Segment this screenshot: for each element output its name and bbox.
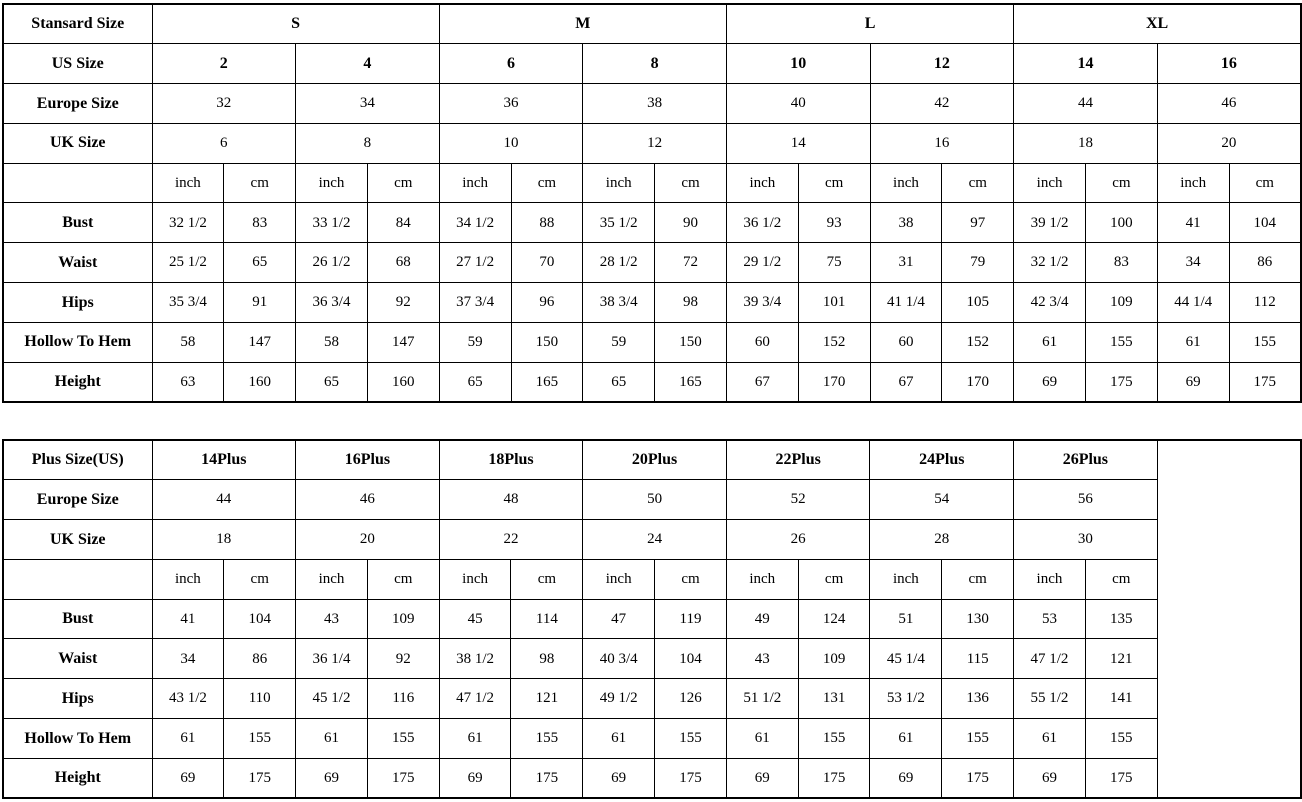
value-cell: 61 — [1014, 719, 1086, 759]
unit-inch-cell: inch — [726, 163, 798, 203]
value-cell: 110 — [224, 679, 296, 719]
europe-size-cell: 54 — [870, 480, 1014, 520]
value-cell: 104 — [655, 639, 727, 679]
value-cell: 92 — [367, 639, 439, 679]
europe-size-cell: 46 — [1157, 84, 1301, 124]
value-cell: 34 1/2 — [439, 203, 511, 243]
value-cell: 109 — [367, 599, 439, 639]
unit-inch-cell: inch — [583, 163, 655, 203]
value-cell: 38 1/2 — [439, 639, 511, 679]
value-cell: 38 — [870, 203, 942, 243]
value-cell: 175 — [1085, 362, 1157, 402]
value-cell: 84 — [367, 203, 439, 243]
value-cell: 119 — [655, 599, 727, 639]
uk-size-row — [3, 520, 1301, 560]
us-size-cell: 2 — [152, 44, 296, 84]
value-cell: 45 1/2 — [296, 679, 368, 719]
europe-size-cell: 44 — [152, 480, 296, 520]
measurement-row — [3, 719, 1301, 759]
value-cell: 43 1/2 — [152, 679, 224, 719]
uk-size-cell: 30 — [1014, 520, 1158, 560]
empty-cell — [3, 559, 152, 599]
value-cell: 43 — [726, 639, 798, 679]
value-cell: 101 — [798, 283, 870, 323]
size-group-row — [3, 4, 1301, 44]
value-cell: 44 1/4 — [1157, 283, 1229, 323]
value-cell: 45 — [439, 599, 511, 639]
unit-cm-cell: cm — [942, 559, 1014, 599]
value-cell: 59 — [583, 322, 655, 362]
value-cell: 86 — [224, 639, 296, 679]
value-cell: 124 — [798, 599, 870, 639]
empty-cell — [3, 163, 152, 203]
value-cell: 170 — [798, 362, 870, 402]
value-cell: 47 1/2 — [439, 679, 511, 719]
unit-inch-cell: inch — [439, 163, 511, 203]
value-cell: 155 — [224, 719, 296, 759]
value-cell: 69 — [296, 758, 368, 798]
value-cell: 150 — [511, 322, 583, 362]
uk-size-cell: 14 — [726, 123, 870, 163]
value-cell: 58 — [296, 322, 368, 362]
value-cell: 34 — [1157, 243, 1229, 283]
unit-inch-cell: inch — [583, 559, 655, 599]
value-cell: 135 — [1085, 599, 1157, 639]
value-cell: 25 1/2 — [152, 243, 224, 283]
value-cell: 105 — [942, 283, 1014, 323]
row-label-cell: Bust — [3, 203, 152, 243]
value-cell: 69 — [439, 758, 511, 798]
value-cell: 86 — [1229, 243, 1301, 283]
value-cell: 155 — [1085, 719, 1157, 759]
measurement-row — [3, 283, 1301, 323]
value-cell: 61 — [1014, 322, 1086, 362]
europe-size-cell: 50 — [583, 480, 727, 520]
value-cell: 155 — [1229, 322, 1301, 362]
value-cell: 88 — [511, 203, 583, 243]
measurement-row — [3, 599, 1301, 639]
europe-size-cell: 32 — [152, 84, 296, 124]
value-cell: 61 — [439, 719, 511, 759]
value-cell: 175 — [511, 758, 583, 798]
size-group-cell: 14Plus — [152, 440, 296, 480]
value-cell: 67 — [870, 362, 942, 402]
value-cell: 37 3/4 — [439, 283, 511, 323]
row-label-cell: Europe Size — [3, 84, 152, 124]
size-group-row — [3, 440, 1301, 480]
value-cell: 60 — [726, 322, 798, 362]
value-cell: 175 — [655, 758, 727, 798]
value-cell: 41 — [1157, 203, 1229, 243]
unit-cm-cell: cm — [1085, 163, 1157, 203]
value-cell: 175 — [224, 758, 296, 798]
unit-cm-cell: cm — [655, 163, 727, 203]
size-group-cell: XL — [1014, 4, 1301, 44]
value-cell: 45 1/4 — [870, 639, 942, 679]
row-label-cell: Hips — [3, 283, 152, 323]
value-cell: 165 — [655, 362, 727, 402]
uk-size-cell: 28 — [870, 520, 1014, 560]
europe-size-cell: 46 — [296, 480, 440, 520]
value-cell: 116 — [367, 679, 439, 719]
value-cell: 109 — [798, 639, 870, 679]
row-label-cell: Hollow To Hem — [3, 719, 152, 759]
uk-size-cell: 10 — [439, 123, 583, 163]
value-cell: 147 — [367, 322, 439, 362]
uk-size-cell: 18 — [152, 520, 296, 560]
unit-inch-cell: inch — [296, 163, 368, 203]
unit-row — [3, 559, 1301, 599]
value-cell: 98 — [511, 639, 583, 679]
uk-size-cell: 26 — [726, 520, 870, 560]
value-cell: 39 3/4 — [726, 283, 798, 323]
measurement-row — [3, 362, 1301, 402]
row-label-cell: Height — [3, 758, 152, 798]
value-cell: 36 3/4 — [296, 283, 368, 323]
size-group-cell: 16Plus — [296, 440, 440, 480]
value-cell: 32 1/2 — [152, 203, 224, 243]
uk-size-cell: 8 — [296, 123, 440, 163]
value-cell: 51 1/2 — [726, 679, 798, 719]
value-cell: 79 — [942, 243, 1014, 283]
value-cell: 160 — [367, 362, 439, 402]
value-cell: 155 — [655, 719, 727, 759]
value-cell: 49 1/2 — [583, 679, 655, 719]
unit-cm-cell: cm — [655, 559, 727, 599]
value-cell: 27 1/2 — [439, 243, 511, 283]
uk-size-cell: 20 — [1157, 123, 1301, 163]
value-cell: 150 — [655, 322, 727, 362]
uk-size-row — [3, 123, 1301, 163]
unit-inch-cell: inch — [152, 559, 224, 599]
value-cell: 155 — [1085, 322, 1157, 362]
value-cell: 170 — [942, 362, 1014, 402]
value-cell: 147 — [224, 322, 296, 362]
unit-inch-cell: inch — [439, 559, 511, 599]
value-cell: 68 — [367, 243, 439, 283]
row-label-cell: Hollow To Hem — [3, 322, 152, 362]
europe-size-row — [3, 480, 1301, 520]
unit-cm-cell: cm — [942, 163, 1014, 203]
value-cell: 175 — [1085, 758, 1157, 798]
size-group-cell: 22Plus — [726, 440, 870, 480]
us-size-row — [3, 44, 1301, 84]
europe-size-cell: 38 — [583, 84, 727, 124]
value-cell: 104 — [1229, 203, 1301, 243]
value-cell: 32 1/2 — [1014, 243, 1086, 283]
value-cell: 39 1/2 — [1014, 203, 1086, 243]
value-cell: 160 — [224, 362, 296, 402]
value-cell: 69 — [1014, 758, 1086, 798]
corner-label-cell: Stansard Size — [3, 4, 152, 44]
value-cell: 83 — [224, 203, 296, 243]
standard-size-table-body — [3, 4, 1301, 402]
row-label-cell: Waist — [3, 639, 152, 679]
europe-size-cell: 48 — [439, 480, 583, 520]
europe-size-cell: 52 — [726, 480, 870, 520]
uk-size-cell: 18 — [1014, 123, 1158, 163]
us-size-cell: 6 — [439, 44, 583, 84]
value-cell: 61 — [152, 719, 224, 759]
value-cell: 35 1/2 — [583, 203, 655, 243]
value-cell: 175 — [1229, 362, 1301, 402]
value-cell: 65 — [224, 243, 296, 283]
value-cell: 65 — [583, 362, 655, 402]
value-cell: 152 — [798, 322, 870, 362]
europe-size-cell: 44 — [1014, 84, 1158, 124]
uk-size-cell: 24 — [583, 520, 727, 560]
value-cell: 104 — [224, 599, 296, 639]
value-cell: 35 3/4 — [152, 283, 224, 323]
size-group-cell: M — [439, 4, 726, 44]
value-cell: 55 1/2 — [1014, 679, 1086, 719]
value-cell: 34 — [152, 639, 224, 679]
value-cell: 175 — [367, 758, 439, 798]
unit-cm-cell: cm — [367, 163, 439, 203]
unit-inch-cell: inch — [1157, 163, 1229, 203]
corner-label-cell: Plus Size(US) — [3, 440, 152, 480]
value-cell: 47 1/2 — [1014, 639, 1086, 679]
value-cell: 38 3/4 — [583, 283, 655, 323]
value-cell: 33 1/2 — [296, 203, 368, 243]
value-cell: 141 — [1085, 679, 1157, 719]
value-cell: 112 — [1229, 283, 1301, 323]
value-cell: 65 — [296, 362, 368, 402]
value-cell: 43 — [296, 599, 368, 639]
value-cell: 49 — [726, 599, 798, 639]
value-cell: 121 — [1085, 639, 1157, 679]
value-cell: 53 — [1014, 599, 1086, 639]
europe-size-cell: 56 — [1014, 480, 1158, 520]
row-label-cell: Waist — [3, 243, 152, 283]
unit-inch-cell: inch — [1014, 559, 1086, 599]
value-cell: 36 1/4 — [296, 639, 368, 679]
value-cell: 155 — [367, 719, 439, 759]
unit-row — [3, 163, 1301, 203]
value-cell: 75 — [798, 243, 870, 283]
value-cell: 165 — [511, 362, 583, 402]
europe-size-cell: 40 — [726, 84, 870, 124]
size-group-cell: 24Plus — [870, 440, 1014, 480]
us-size-cell: 14 — [1014, 44, 1158, 84]
us-size-cell: 10 — [726, 44, 870, 84]
value-cell: 69 — [1157, 362, 1229, 402]
uk-size-cell: 16 — [870, 123, 1014, 163]
value-cell: 98 — [655, 283, 727, 323]
value-cell: 96 — [511, 283, 583, 323]
value-cell: 97 — [942, 203, 1014, 243]
europe-size-row — [3, 84, 1301, 124]
europe-size-cell: 34 — [296, 84, 440, 124]
value-cell: 29 1/2 — [726, 243, 798, 283]
value-cell: 115 — [942, 639, 1014, 679]
value-cell: 51 — [870, 599, 942, 639]
value-cell: 90 — [655, 203, 727, 243]
value-cell: 36 1/2 — [726, 203, 798, 243]
value-cell: 59 — [439, 322, 511, 362]
measurement-row — [3, 679, 1301, 719]
row-label-cell: Height — [3, 362, 152, 402]
value-cell: 26 1/2 — [296, 243, 368, 283]
value-cell: 152 — [942, 322, 1014, 362]
value-cell: 114 — [511, 599, 583, 639]
value-cell: 100 — [1085, 203, 1157, 243]
unit-cm-cell: cm — [511, 163, 583, 203]
plus-size-table-body — [3, 440, 1301, 798]
size-group-cell: 20Plus — [583, 440, 727, 480]
row-label-cell: Bust — [3, 599, 152, 639]
plus-size-table — [2, 439, 1302, 799]
empty-cell — [1157, 440, 1301, 798]
value-cell: 65 — [439, 362, 511, 402]
measurement-row — [3, 243, 1301, 283]
value-cell: 69 — [583, 758, 655, 798]
value-cell: 41 — [152, 599, 224, 639]
value-cell: 70 — [511, 243, 583, 283]
uk-size-cell: 20 — [296, 520, 440, 560]
value-cell: 91 — [224, 283, 296, 323]
us-size-cell: 8 — [583, 44, 727, 84]
value-cell: 121 — [511, 679, 583, 719]
value-cell: 155 — [511, 719, 583, 759]
unit-cm-cell: cm — [224, 559, 296, 599]
value-cell: 175 — [942, 758, 1014, 798]
measurement-row — [3, 322, 1301, 362]
value-cell: 31 — [870, 243, 942, 283]
value-cell: 58 — [152, 322, 224, 362]
value-cell: 61 — [296, 719, 368, 759]
unit-inch-cell: inch — [1014, 163, 1086, 203]
value-cell: 61 — [583, 719, 655, 759]
value-cell: 42 3/4 — [1014, 283, 1086, 323]
size-group-cell: 26Plus — [1014, 440, 1158, 480]
value-cell: 126 — [655, 679, 727, 719]
measurement-row — [3, 203, 1301, 243]
uk-size-cell: 6 — [152, 123, 296, 163]
uk-size-cell: 12 — [583, 123, 727, 163]
unit-cm-cell: cm — [1229, 163, 1301, 203]
value-cell: 92 — [367, 283, 439, 323]
unit-inch-cell: inch — [296, 559, 368, 599]
size-group-cell: L — [726, 4, 1013, 44]
europe-size-cell: 36 — [439, 84, 583, 124]
size-group-cell: 18Plus — [439, 440, 583, 480]
value-cell: 61 — [726, 719, 798, 759]
value-cell: 60 — [870, 322, 942, 362]
value-cell: 69 — [1014, 362, 1086, 402]
value-cell: 61 — [1157, 322, 1229, 362]
unit-cm-cell: cm — [511, 559, 583, 599]
value-cell: 136 — [942, 679, 1014, 719]
unit-cm-cell: cm — [367, 559, 439, 599]
value-cell: 40 3/4 — [583, 639, 655, 679]
value-cell: 61 — [870, 719, 942, 759]
unit-cm-cell: cm — [798, 163, 870, 203]
us-size-cell: 16 — [1157, 44, 1301, 84]
value-cell: 28 1/2 — [583, 243, 655, 283]
unit-inch-cell: inch — [870, 559, 942, 599]
size-group-cell: S — [152, 4, 439, 44]
unit-cm-cell: cm — [1085, 559, 1157, 599]
value-cell: 83 — [1085, 243, 1157, 283]
row-label-cell: UK Size — [3, 520, 152, 560]
value-cell: 93 — [798, 203, 870, 243]
unit-inch-cell: inch — [726, 559, 798, 599]
value-cell: 41 1/4 — [870, 283, 942, 323]
value-cell: 69 — [726, 758, 798, 798]
us-size-cell: 4 — [296, 44, 440, 84]
measurement-row — [3, 639, 1301, 679]
value-cell: 155 — [798, 719, 870, 759]
us-size-cell: 12 — [870, 44, 1014, 84]
uk-size-cell: 22 — [439, 520, 583, 560]
unit-cm-cell: cm — [798, 559, 870, 599]
value-cell: 130 — [942, 599, 1014, 639]
value-cell: 63 — [152, 362, 224, 402]
row-label-cell: Europe Size — [3, 480, 152, 520]
value-cell: 67 — [726, 362, 798, 402]
value-cell: 69 — [870, 758, 942, 798]
value-cell: 69 — [152, 758, 224, 798]
value-cell: 155 — [942, 719, 1014, 759]
row-label-cell: US Size — [3, 44, 152, 84]
row-label-cell: UK Size — [3, 123, 152, 163]
unit-inch-cell: inch — [152, 163, 224, 203]
value-cell: 47 — [583, 599, 655, 639]
row-label-cell: Hips — [3, 679, 152, 719]
europe-size-cell: 42 — [870, 84, 1014, 124]
measurement-row — [3, 758, 1301, 798]
value-cell: 53 1/2 — [870, 679, 942, 719]
value-cell: 175 — [798, 758, 870, 798]
unit-inch-cell: inch — [870, 163, 942, 203]
value-cell: 109 — [1085, 283, 1157, 323]
value-cell: 72 — [655, 243, 727, 283]
unit-cm-cell: cm — [224, 163, 296, 203]
value-cell: 131 — [798, 679, 870, 719]
standard-size-table — [2, 3, 1302, 403]
